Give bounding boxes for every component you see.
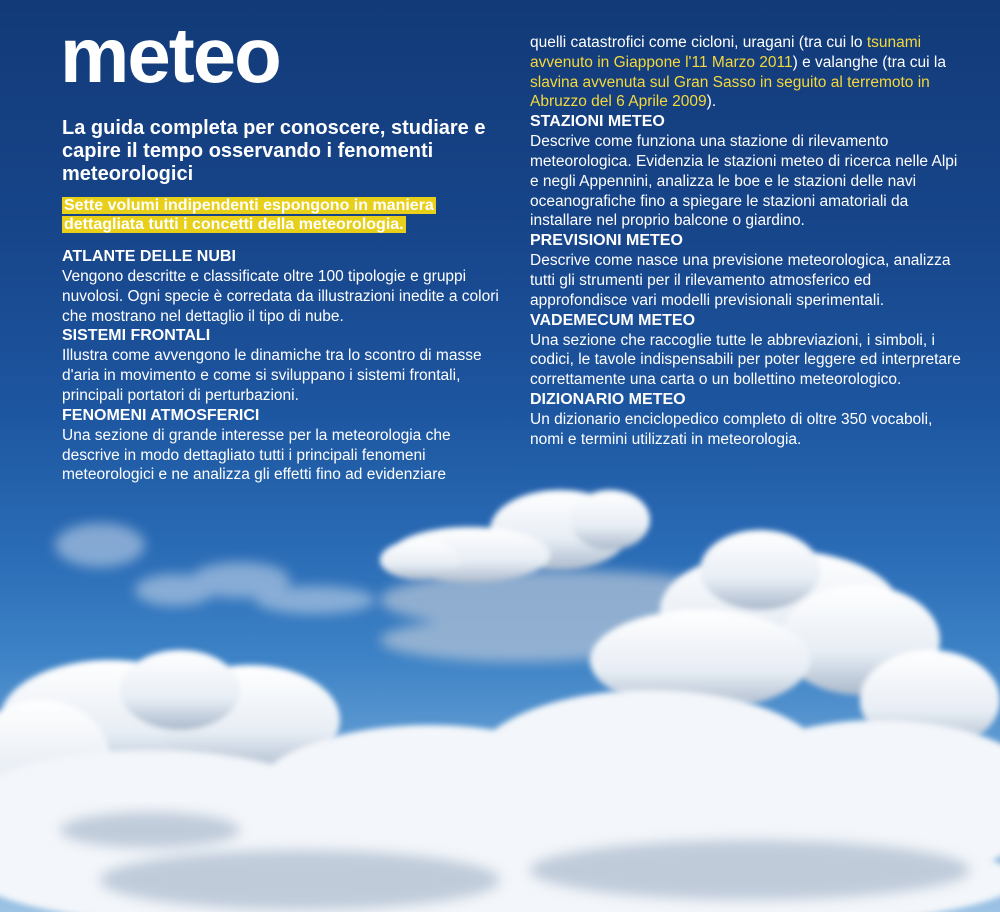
page-title: meteo <box>60 11 280 99</box>
section-heading: ATLANTE DELLE NUBI <box>62 248 236 265</box>
section-dizionario-meteo <box>530 390 970 450</box>
subtitle: La guida completa per conoscere, studiare e capire il tempo osservando i fenomenti meteorologici <box>62 117 486 185</box>
section-body: Una sezione che raccoglie tutte le abbreviazioni, i simboli, i codici, le tavole indispensabili per poter leggere ed interpretare correttamente una carta o un bollettino meteorologico. <box>530 331 961 389</box>
section-heading: PREVISIONI METEO <box>530 232 683 250</box>
section-vademecum-meteo <box>530 311 970 390</box>
section-body: Un dizionario enciclopedico completo di oltre 350 vocaboli, nomi e termini utilizzati in meteorologia. <box>530 410 933 448</box>
left-column <box>62 247 512 485</box>
highlight-tsunami: tsunami avvenuto in Giappone l'11 Marzo 2011 <box>530 34 922 71</box>
section-body: Vengono descritte e classificate oltre 100 tipologie e gruppi nuvolosi. Ogni specie è corredata da illustrazioni inedite a colori che mostrano nel dettaglio il tipo di nube. <box>62 268 499 325</box>
intro-text: Sette volumi indipendenti espongono in maniera dettagliata tutti i concetti della meteorologia. <box>64 197 434 233</box>
continuation-text: ) e valanghe (tra cui la <box>792 53 946 71</box>
highlight-slavina: slavina avvenuta sul Gran Sasso in seguito al terremoto in Abruzzo del 6 Aprile 2009 <box>530 73 930 111</box>
section-atlante <box>62 247 512 326</box>
intro-highlight <box>62 196 502 234</box>
section-body: Una sezione di grande interesse per la meteorologia che descrive in modo dettagliato tutti i principali fenomeni meteorologici e ne analizza gli effetti fino ad evidenziare <box>62 426 451 484</box>
section-previsioni-meteo <box>530 231 970 310</box>
section-body: Descrive come nasce una previsione meteorologica, analizza tutti gli strumenti per il rilevamento atmosferico ed approfondisce vari modelli previsionali sperimentali. <box>530 252 951 309</box>
fenomeni-continuation <box>530 33 970 112</box>
section-heading: DIZIONARIO METEO <box>530 390 686 408</box>
section-body: Illustra come avvengono le dinamiche tra lo scontro di masse d'aria in movimento e come si sviluppano i sistemi frontali, principali portatori di perturbazioni. <box>62 347 482 404</box>
section-fenomeni-atmosferici <box>62 406 512 485</box>
continuation-text: quelli catastrofici come cicloni, uragani (tra cui lo <box>530 34 867 51</box>
section-heading: SISTEMI FRONTALI <box>62 327 211 345</box>
section-sistemi-frontali <box>62 326 512 405</box>
section-stazioni-meteo <box>530 112 970 231</box>
section-heading: FENOMENI ATMOSFERICI <box>62 406 260 424</box>
continuation-text: ). <box>706 93 717 111</box>
section-heading: STAZIONI METEO <box>530 113 665 131</box>
section-body: Descrive come funziona una stazione di rilevamento meteorologica. Evidenzia le stazioni meteo di ricerca nelle Alpi e negli Appennini, analizza le boe e le stazioni delle navi oceanografiche fino a spiegare le stazioni amatoriali da installare nel proprio balcone o giardino. <box>530 133 958 230</box>
section-heading: VADEMECUM METEO <box>530 311 696 329</box>
right-column <box>530 33 970 450</box>
